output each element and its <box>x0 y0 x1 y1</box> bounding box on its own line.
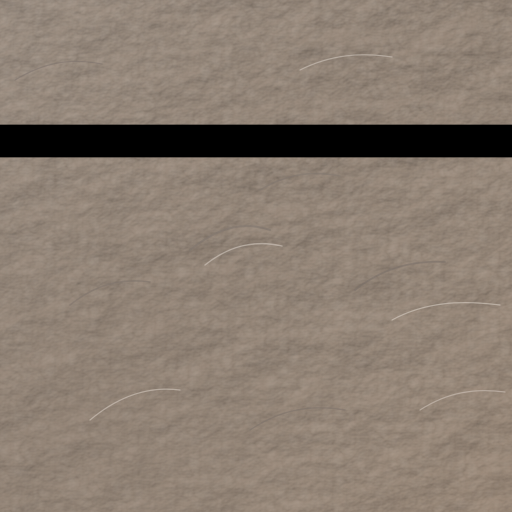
missing-data-strip <box>0 125 512 157</box>
